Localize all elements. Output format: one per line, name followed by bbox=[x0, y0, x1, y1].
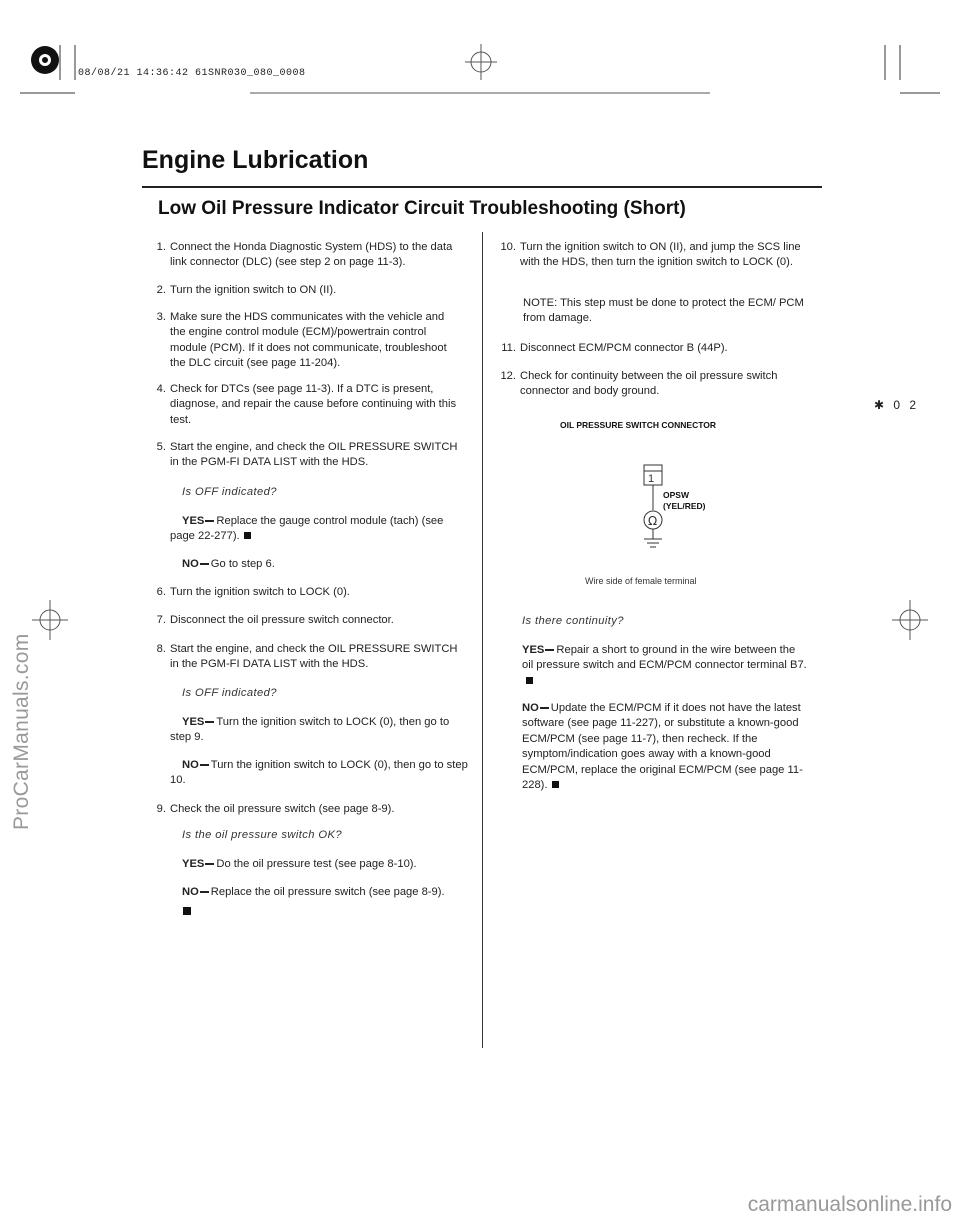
step-text: Connect the Honda Diagnostic System (HDS) to the data link connector (DLC) (see step 2 on page 11-3). bbox=[170, 241, 453, 269]
yes-label: YES bbox=[182, 716, 205, 728]
step-number: 8. bbox=[156, 643, 166, 655]
step-number: 12. bbox=[500, 370, 516, 382]
answer-yes-1 bbox=[170, 514, 470, 545]
step-2 bbox=[146, 283, 466, 299]
diagram-title: OIL PRESSURE SWITCH CONNECTOR bbox=[560, 420, 717, 430]
yes-label: YES bbox=[522, 644, 545, 656]
dash-icon bbox=[205, 721, 214, 722]
step-text: Check for continuity between the oil pressure switch connector and body ground. bbox=[520, 370, 778, 398]
dash-icon bbox=[200, 563, 209, 564]
question-1: Is OFF indicated? bbox=[182, 486, 277, 498]
step-text: Start the engine, and check the OIL PRESSURE SWITCH in the PGM-FI DATA LIST with the HDS. bbox=[170, 643, 458, 671]
title-rule bbox=[142, 186, 822, 188]
dash-icon bbox=[200, 764, 209, 765]
step-text: Disconnect ECM/PCM connector B (44P). bbox=[520, 342, 728, 354]
answer-no-1 bbox=[170, 557, 470, 572]
step-number: 9. bbox=[156, 803, 166, 815]
crosshair-icon bbox=[32, 600, 68, 640]
answer-no-3 bbox=[170, 885, 480, 900]
step-number: 1. bbox=[156, 241, 166, 253]
print-timestamp: 08/08/21 14:36:42 61SNR030_080_0008 bbox=[78, 68, 306, 79]
step-number: 11. bbox=[501, 342, 516, 354]
dash-icon bbox=[540, 707, 549, 708]
step-3 bbox=[146, 310, 466, 374]
end-square-icon bbox=[526, 677, 533, 684]
no-label: NO bbox=[182, 759, 199, 771]
step-number: 3. bbox=[156, 311, 166, 323]
dash-icon bbox=[200, 891, 209, 892]
step-10 bbox=[496, 240, 808, 288]
answer-yes-4 bbox=[522, 643, 807, 689]
end-square-icon bbox=[552, 781, 559, 788]
end-square-icon bbox=[183, 907, 191, 915]
answer-no-4 bbox=[522, 701, 807, 793]
section-title: Engine Lubrication bbox=[142, 146, 369, 174]
answer-text: Turn the ignition switch to LOCK (0), then go to step 10. bbox=[170, 759, 468, 787]
step-number: 7. bbox=[156, 614, 166, 626]
step-text: Turn the ignition switch to ON (II), and jump the SCS line with the HDS, then turn the ignition switch to LOCK (0). bbox=[520, 241, 801, 269]
no-label: NO bbox=[182, 558, 199, 570]
step-text: Check the oil pressure switch (see page 8-9). bbox=[170, 803, 395, 815]
answer-text: Do the oil pressure test (see page 8-10). bbox=[216, 858, 417, 870]
wire-color: (YEL/RED) bbox=[663, 501, 706, 511]
step-text: Check for DTCs (see page 11-3). If a DTC is present, diagnose, and repair the cause before continuing with this test. bbox=[170, 383, 457, 426]
step-number: 5. bbox=[156, 441, 166, 453]
no-label: NO bbox=[182, 886, 199, 898]
page-mark: ✱ 0 2 bbox=[874, 398, 920, 412]
step-number: 4. bbox=[156, 383, 166, 395]
answer-text: Update the ECM/PCM if it does not have the latest software (see page 11-227), or substitute a known-good ECM/PCM (see page 11-7), then recheck. If the symptom/indication goes away with a known-good ECM/PCM, replace the original ECM/PCM (see page 11-228). bbox=[522, 702, 803, 792]
step-1 bbox=[146, 240, 466, 272]
registration-target-icon bbox=[31, 46, 59, 74]
terminal-number: 1 bbox=[648, 473, 655, 485]
question-3: Is the oil pressure switch OK? bbox=[182, 829, 342, 841]
step-8 bbox=[146, 642, 466, 674]
dash-icon bbox=[545, 649, 554, 650]
step-number: 2. bbox=[156, 284, 166, 296]
yes-label: YES bbox=[182, 858, 205, 870]
crosshair-icon bbox=[465, 44, 497, 80]
answer-text: Repair a short to ground in the wire between the oil pressure switch and ECM/PCM connector terminal B7. bbox=[522, 644, 807, 672]
step-text: Disconnect the oil pressure switch connector. bbox=[170, 614, 394, 626]
answer-yes-3 bbox=[170, 857, 470, 872]
step-6 bbox=[146, 585, 466, 601]
step-10-note: NOTE: This step must be done to protect the ECM/ PCM from damage. bbox=[523, 297, 804, 325]
answer-text: Replace the gauge control module (tach) (see page 22-277). bbox=[170, 515, 444, 543]
no-label: NO bbox=[522, 702, 539, 714]
diagram-caption: Wire side of female terminal bbox=[585, 576, 697, 586]
end-square-icon bbox=[244, 532, 251, 539]
step-number: 6. bbox=[156, 586, 166, 598]
step-11 bbox=[496, 341, 808, 357]
answer-text: Go to step 6. bbox=[210, 558, 275, 570]
step-text: Turn the ignition switch to ON (II). bbox=[170, 284, 337, 296]
answer-text: Replace the oil pressure switch (see page 8-9). bbox=[210, 886, 445, 898]
wire-label bbox=[663, 490, 706, 512]
crosshair-icon bbox=[892, 600, 928, 640]
svg-text:Ω: Ω bbox=[648, 514, 658, 528]
step-number: 10. bbox=[500, 241, 516, 253]
dash-icon bbox=[205, 520, 214, 521]
step-5 bbox=[146, 440, 466, 472]
answer-yes-2 bbox=[170, 715, 470, 746]
step-7 bbox=[146, 613, 466, 629]
step-12 bbox=[496, 369, 808, 401]
page-title: Low Oil Pressure Indicator Circuit Troubleshooting (Short) bbox=[158, 198, 686, 219]
step-4 bbox=[146, 382, 466, 430]
footer-watermark: carmanualsonline.info bbox=[747, 1193, 952, 1216]
side-watermark: ProCarManuals.com bbox=[10, 633, 33, 830]
wire-name: OPSW bbox=[663, 490, 689, 500]
yes-label: YES bbox=[182, 515, 205, 527]
step-text: Make sure the HDS communicates with the vehicle and the engine control module (ECM)/powertrain control module (PCM). If it does not communicate, troubleshoot the DLC circuit (see page 11-204). bbox=[170, 311, 447, 370]
dash-icon bbox=[205, 863, 214, 864]
step-text: Turn the ignition switch to LOCK (0). bbox=[170, 586, 350, 598]
step-text: Start the engine, and check the OIL PRESSURE SWITCH in the PGM-FI DATA LIST with the HDS. bbox=[170, 441, 458, 469]
question-4: Is there continuity? bbox=[522, 615, 624, 627]
column-divider bbox=[482, 232, 483, 1048]
question-2: Is OFF indicated? bbox=[182, 687, 277, 699]
answer-text: Turn the ignition switch to LOCK (0), then go to step 9. bbox=[170, 716, 450, 744]
step-9 bbox=[146, 802, 466, 818]
answer-no-2 bbox=[170, 758, 470, 789]
